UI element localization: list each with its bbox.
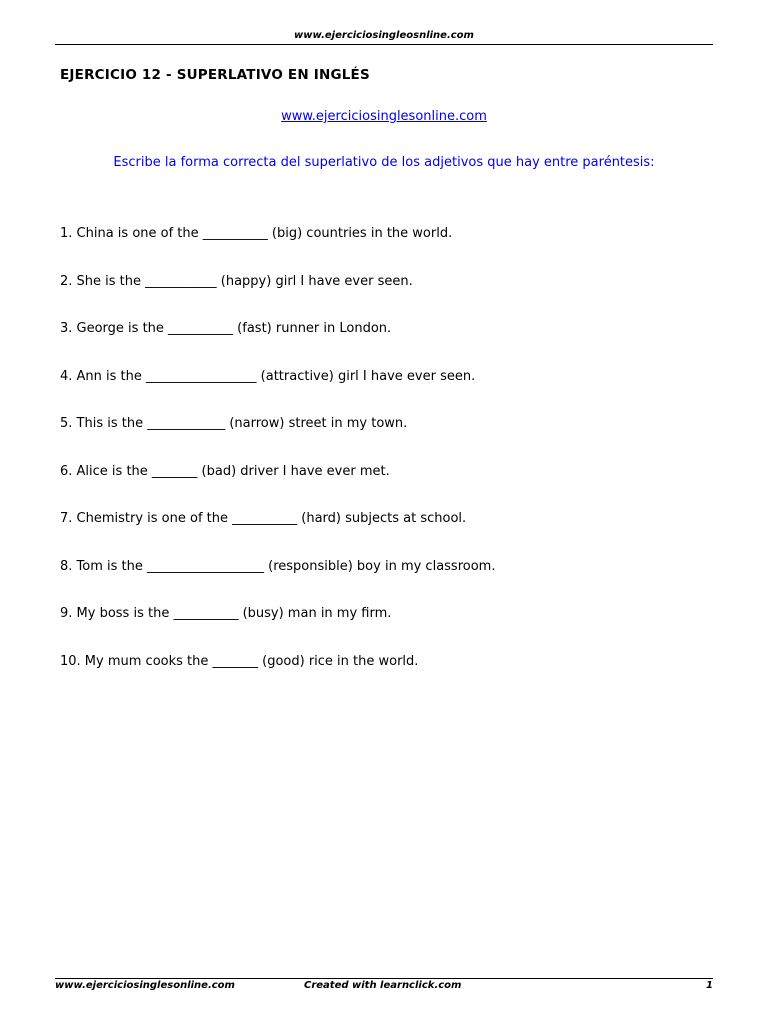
footer-credit: Created with learnclick.com (304, 980, 462, 991)
header-divider (55, 44, 713, 45)
question-item: 9. My boss is the __________ (busy) man in my firm. (60, 606, 392, 621)
question-list (60, 226, 710, 701)
question-item: 10. My mum cooks the _______ (good) rice in the world. (60, 653, 419, 669)
footer (55, 980, 713, 994)
header-url: www.ejerciciosingleosnline.com (294, 30, 474, 41)
question-item: 5. This is the ____________ (narrow) street in my town. (60, 416, 408, 431)
page-title: EJERCICIO 12 - SUPERLATIVO EN INGLÉS (60, 67, 370, 83)
question-item: 6. Alice is the _______ (bad) driver I have ever met. (60, 463, 390, 479)
page-number: 1 (706, 980, 713, 991)
footer-divider (55, 978, 713, 979)
question-item: 7. Chemistry is one of the __________ (hard) subjects at school. (60, 511, 467, 526)
instructions-text: Escribe la forma correcta del superlativo de los adjetivos que hay entre paréntesis: (113, 155, 655, 170)
question-item: 4. Ann is the _________________ (attractive) girl I have ever seen. (60, 368, 476, 384)
footer-site-url: www.ejerciciosinglesonline.com (55, 980, 235, 991)
site-link[interactable]: www.ejerciciosinglesonline.com (281, 109, 487, 124)
question-item: 2. She is the ___________ (happy) girl I have ever seen. (60, 273, 413, 289)
question-item: 3. George is the __________ (fast) runner in London. (60, 321, 392, 336)
question-item: 1. China is one of the __________ (big) countries in the world. (60, 226, 453, 241)
question-item: 8. Tom is the __________________ (responsible) boy in my classroom. (60, 558, 496, 574)
